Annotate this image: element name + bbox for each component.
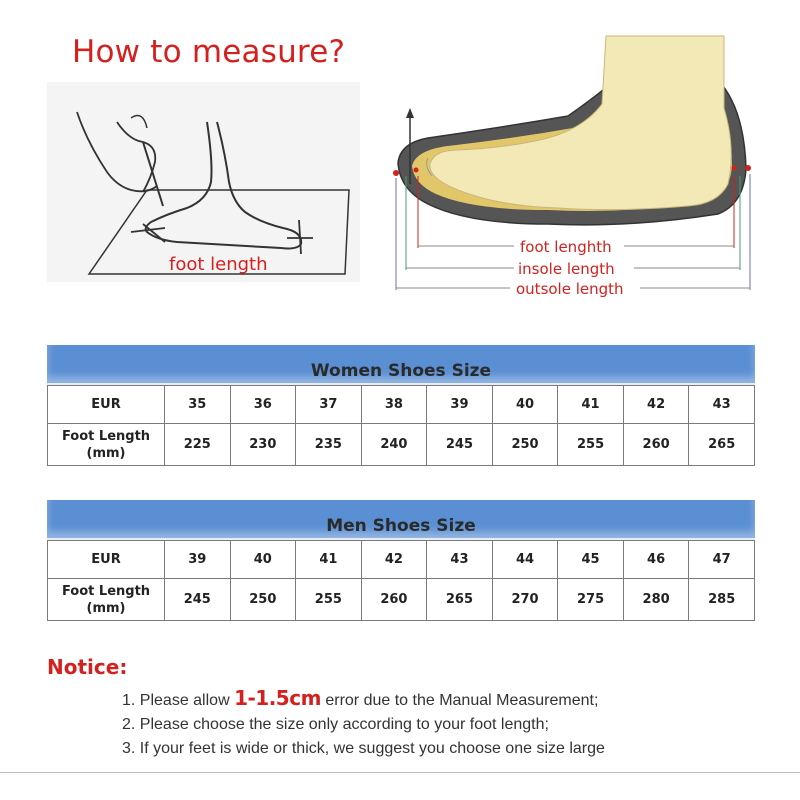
table-cell: 245: [427, 424, 493, 466]
page-title: How to measure?: [72, 34, 346, 70]
men-table-header: [47, 500, 755, 540]
table-cell: 245: [165, 579, 231, 621]
row-label-eur: EUR: [48, 541, 165, 579]
notice-item-1: [122, 686, 605, 713]
table-cell: 235: [296, 424, 362, 466]
row-label-unit: (mm): [86, 600, 126, 616]
row-label-foot-length: [48, 579, 165, 621]
women-size-table: [47, 345, 755, 466]
table-cell: 255: [558, 424, 624, 466]
table-cell: 42: [361, 541, 427, 579]
table-cell: 41: [296, 541, 362, 579]
table-cell: 270: [492, 579, 558, 621]
table-cell: 42: [623, 386, 689, 424]
table-cell: 43: [689, 386, 755, 424]
women-table-title: Women Shoes Size: [310, 361, 492, 381]
table-cell: 230: [230, 424, 296, 466]
men-table-title: Men Shoes Size: [326, 516, 476, 536]
table-cell: 225: [165, 424, 231, 466]
shoe-drawing: [388, 28, 760, 298]
table-cell: 35: [165, 386, 231, 424]
table-row: [48, 541, 755, 579]
table-row: [48, 386, 755, 424]
foot-length-label: foot length: [169, 254, 268, 275]
table-cell: 280: [623, 579, 689, 621]
table-cell: 36: [230, 386, 296, 424]
notice-list: [122, 686, 605, 761]
women-table-header: [47, 345, 755, 385]
outsole-length-dimension-label: outsole length: [516, 280, 624, 298]
table-cell: 39: [427, 386, 493, 424]
table-cell: 265: [689, 424, 755, 466]
notice-item-3: 3. If your feet is wide or thick, we suggest you choose one size large: [122, 740, 605, 757]
row-label-eur: EUR: [48, 386, 165, 424]
table-cell: 260: [361, 579, 427, 621]
men-size-table: [47, 500, 755, 621]
table-cell: 40: [492, 386, 558, 424]
table-cell: 47: [689, 541, 755, 579]
notice-item-1-prefix: 1. Please allow: [122, 692, 235, 709]
row-label-foot-length-text: Foot Length: [61, 583, 151, 599]
table-cell: 240: [361, 424, 427, 466]
table-cell: 285: [689, 579, 755, 621]
table-row: [48, 579, 755, 621]
table-cell: 250: [230, 579, 296, 621]
table-cell: 38: [361, 386, 427, 424]
measuring-drawing: [47, 82, 360, 282]
table-cell: 265: [427, 579, 493, 621]
bottom-divider: [0, 772, 800, 773]
table-cell: 250: [492, 424, 558, 466]
notice-item-1-suffix: error due to the Manual Measurement;: [320, 692, 599, 709]
row-label-foot-length: [48, 424, 165, 466]
insole-length-dimension-label: insole length: [518, 260, 615, 278]
notice-title: Notice:: [47, 655, 128, 679]
foot-measuring-illustration: [47, 82, 360, 282]
table-cell: 260: [623, 424, 689, 466]
foot-length-dimension-label: foot lenghth: [520, 238, 612, 256]
table-row: [48, 424, 755, 466]
table-cell: 255: [296, 579, 362, 621]
notice-item-2: 2. Please choose the size only according to your foot length;: [122, 716, 549, 733]
shoe-cross-section-illustration: [388, 28, 760, 298]
women-size-grid: [47, 385, 755, 466]
table-cell: 37: [296, 386, 362, 424]
row-label-foot-length-text: Foot Length: [61, 428, 151, 444]
men-size-grid: [47, 540, 755, 621]
table-cell: 275: [558, 579, 624, 621]
table-cell: 39: [165, 541, 231, 579]
table-cell: 43: [427, 541, 493, 579]
row-label-unit: (mm): [86, 445, 126, 461]
table-cell: 46: [623, 541, 689, 579]
error-range-highlight: 1-1.5cm: [234, 686, 321, 710]
table-cell: 40: [230, 541, 296, 579]
table-cell: 44: [492, 541, 558, 579]
table-cell: 45: [558, 541, 624, 579]
table-cell: 41: [558, 386, 624, 424]
